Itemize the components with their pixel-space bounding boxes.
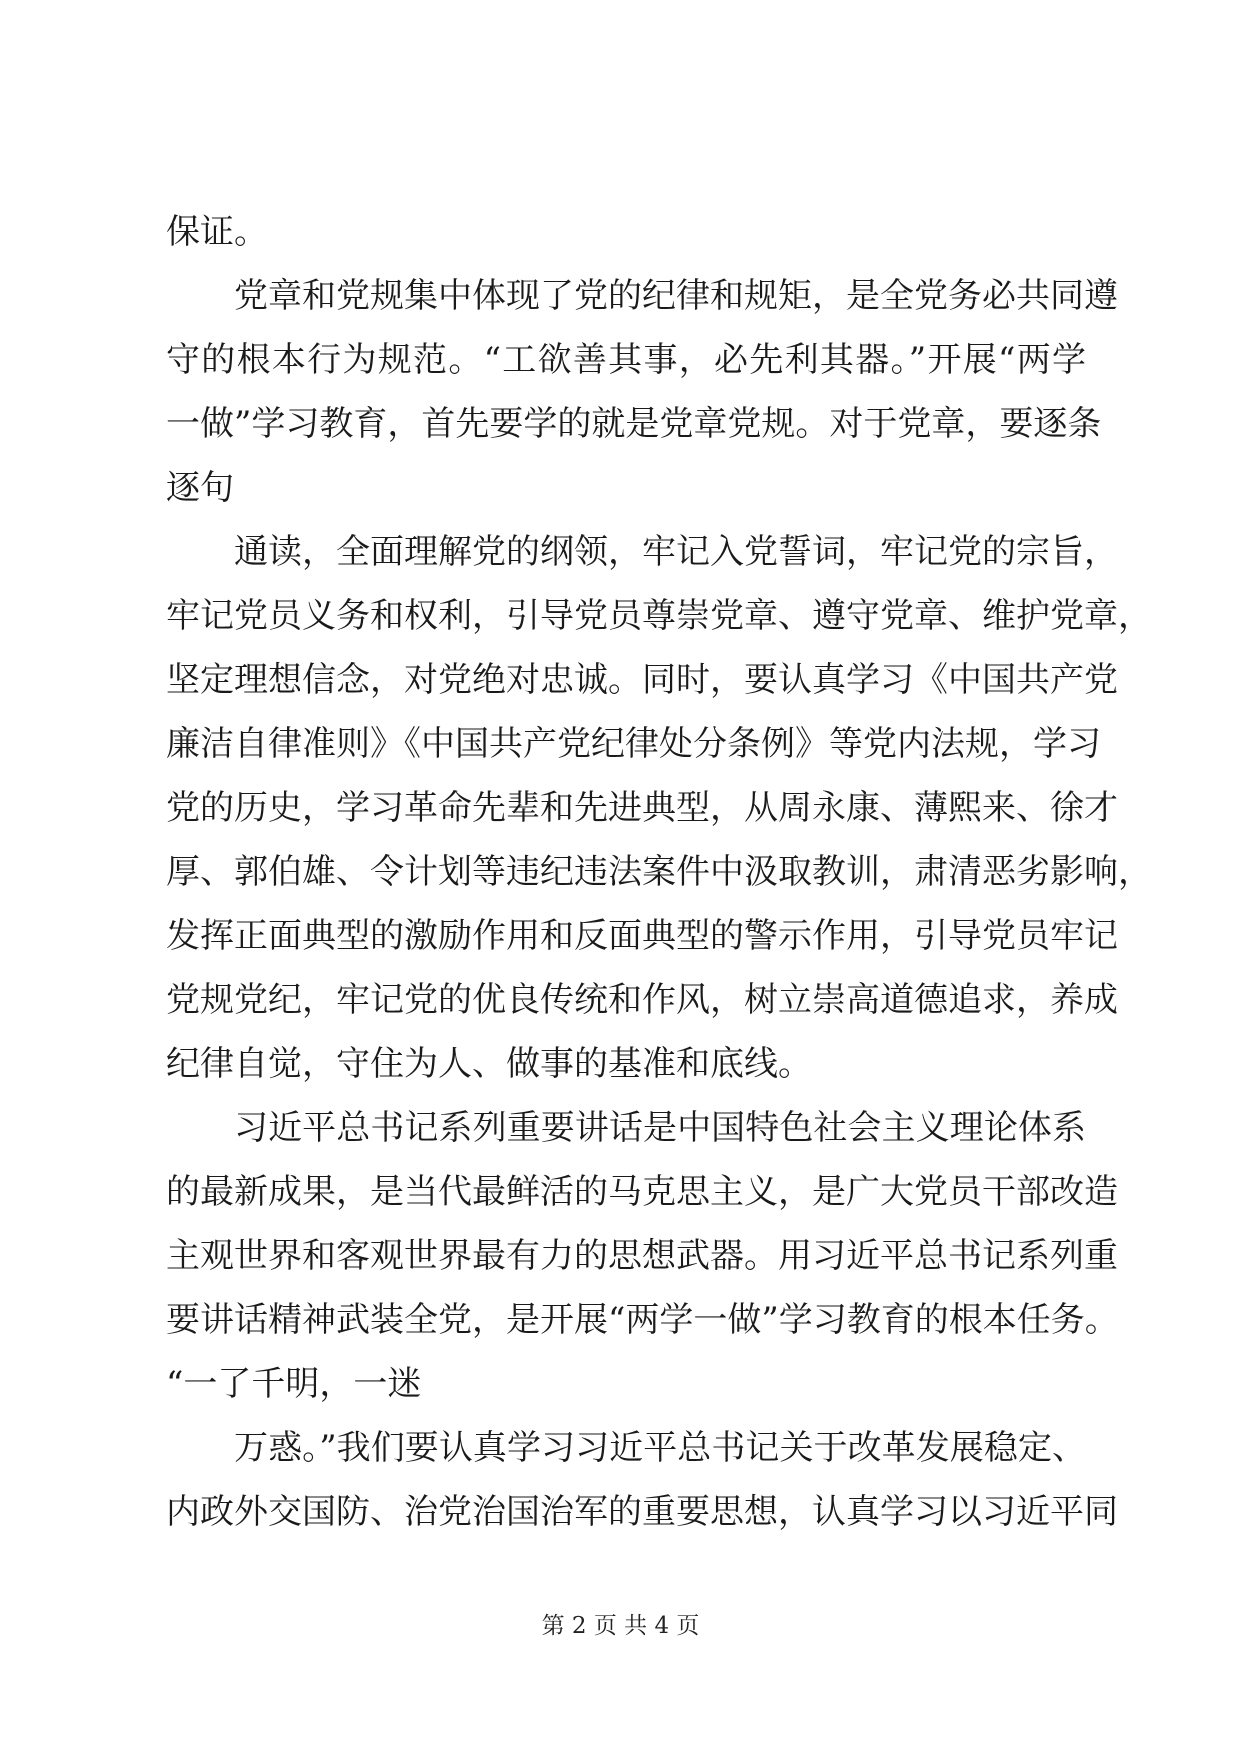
text-line: 党规党纪，牢记党的优良传统和作风，树立崇高道德追求，养成 [166, 980, 1118, 1020]
text-line: 纪律自觉，守住为人、做事的基准和底线。 [166, 1044, 812, 1084]
text-line: 通读，全面理解党的纲领，牢记入党誓词，牢记党的宗旨， [234, 532, 1118, 572]
text-line: 保证。 [166, 212, 268, 252]
text-line: 内政外交国防、治党治国治军的重要思想，认真学习以习近平同 [166, 1492, 1118, 1532]
text-line: 坚定理想信念，对党绝对忠诚。同时，要认真学习《中国共产党 [166, 660, 1118, 700]
text-line: 牢记党员义务和权利，引导党员尊崇党章、遵守党章、维护党章， [166, 596, 1152, 636]
text-line: 逐句 [166, 468, 234, 508]
text-line: “一了千明，一迷 [166, 1364, 422, 1404]
document-body [166, 200, 1152, 1544]
text-line: 发挥正面典型的激励作用和反面典型的警示作用，引导党员牢记 [166, 916, 1118, 956]
page-footer: 第 2 页 共 4 页 [541, 1613, 700, 1639]
text-line: 的最新成果，是当代最鲜活的马克思主义，是广大党员干部改造 [166, 1172, 1118, 1212]
text-line: 党章和党规集中体现了党的纪律和规矩，是全党务必共同遵 [234, 276, 1118, 316]
text-line: 要讲话精神武装全党，是开展“两学一做”学习教育的根本任务。 [166, 1300, 1119, 1340]
text-line: 厚、郭伯雄、令计划等违纪违法案件中汲取教训，肃清恶劣影响， [166, 852, 1152, 892]
text-line: 党的历史，学习革命先辈和先进典型，从周永康、薄熙来、徐才 [166, 788, 1118, 828]
text-line: 一做”学习教育，首先要学的就是党章党规。对于党章，要逐条 [166, 404, 1102, 444]
text-line: 廉洁自律准则》《中国共产党纪律处分条例》等党内法规，学习 [166, 724, 1101, 764]
text-line: 万惑。”我们要认真学习习近平总书记关于改革发展稳定、 [234, 1428, 1086, 1468]
text-line: 习近平总书记系列重要讲话是中国特色社会主义理论体系 [234, 1108, 1086, 1148]
text-line: 主观世界和客观世界最有力的思想武器。用习近平总书记系列重 [166, 1236, 1118, 1276]
text-line: 守的根本行为规范。“工欲善其事，必先利其器。”开展“两学 [166, 340, 1086, 380]
